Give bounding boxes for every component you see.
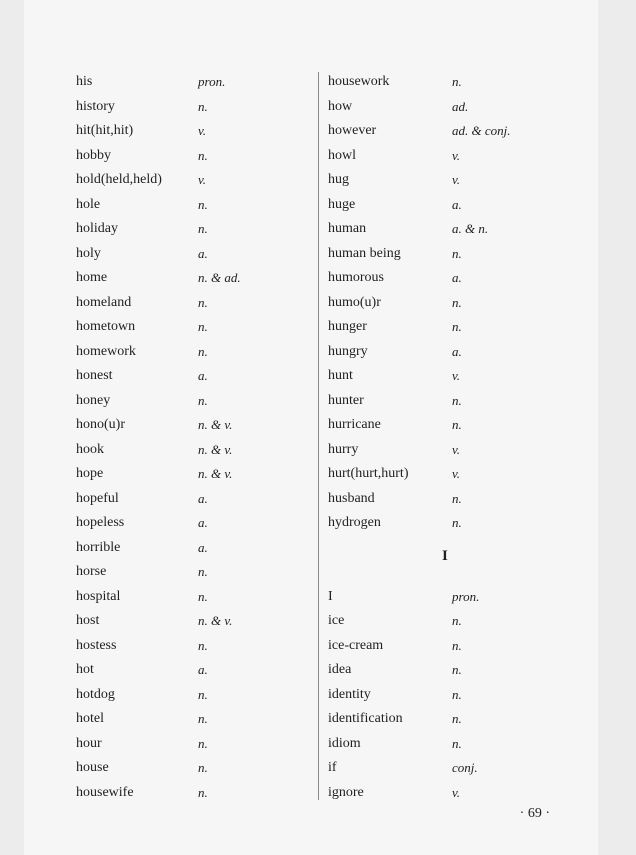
entry-part-of-speech: n.	[198, 760, 208, 775]
dictionary-entry	[328, 315, 558, 340]
entry-word: history	[76, 98, 115, 114]
entry-word: hurry	[328, 441, 359, 457]
right-column-h-entries	[328, 70, 558, 536]
entry-word: house	[76, 760, 109, 775]
section-letter: I	[442, 547, 448, 564]
entry-word: hunter	[328, 392, 364, 408]
entry-part-of-speech: n.	[198, 637, 208, 653]
dictionary-entry	[76, 560, 306, 585]
entry-word: howl	[328, 147, 356, 163]
entry-part-of-speech: v.	[452, 466, 461, 481]
entry-part-of-speech: v.	[198, 172, 207, 187]
entry-word: his	[76, 74, 93, 89]
dictionary-entry	[76, 340, 306, 365]
entry-part-of-speech: n.	[198, 564, 208, 579]
dictionary-entry	[328, 291, 558, 316]
entry-word: hurricane	[328, 417, 381, 432]
entry-word: hometown	[76, 319, 136, 334]
entry-word: hono(u)r	[76, 417, 125, 432]
dictionary-entry	[76, 707, 306, 732]
dictionary-entry	[328, 438, 558, 463]
entry-part-of-speech: n.	[452, 294, 462, 310]
entry-word: home	[76, 270, 108, 285]
dictionary-entry	[76, 144, 306, 169]
entry-word: homeland	[76, 294, 132, 310]
dictionary-entry	[76, 168, 306, 193]
entry-part-of-speech: v.	[452, 784, 461, 800]
dictionary-entry	[328, 781, 558, 806]
column-divider	[318, 72, 319, 800]
entry-part-of-speech: n.	[198, 343, 208, 359]
entry-word: hole	[76, 196, 101, 212]
entry-word: hope	[76, 466, 104, 481]
dictionary-entry	[328, 70, 558, 95]
dictionary-entry	[76, 364, 306, 389]
entry-part-of-speech: ad.	[452, 98, 469, 114]
entry-part-of-speech: n.	[452, 613, 462, 628]
entry-part-of-speech: a.	[198, 368, 208, 383]
entry-word: horse	[76, 564, 107, 579]
entry-part-of-speech: n.	[198, 98, 208, 114]
entry-word: hostess	[76, 637, 117, 653]
left-column	[76, 70, 306, 805]
entry-word: idea	[328, 662, 352, 677]
entry-part-of-speech: n.	[452, 637, 462, 653]
entry-word: human being	[328, 245, 401, 261]
dictionary-entry	[328, 144, 558, 169]
entry-part-of-speech: n. & v.	[198, 441, 233, 457]
dictionary-entry	[328, 732, 558, 757]
entry-word: housework	[328, 74, 390, 89]
entry-word: host	[76, 613, 100, 628]
entry-word: hour	[76, 735, 102, 751]
dictionary-entry	[76, 389, 306, 414]
entry-word: hot	[76, 662, 94, 677]
dictionary-entry	[328, 95, 558, 120]
entry-word: human	[328, 221, 367, 236]
entry-part-of-speech: n. & v.	[198, 417, 233, 432]
dictionary-entry	[328, 266, 558, 291]
entry-part-of-speech: n.	[198, 147, 208, 163]
dictionary-entry	[328, 487, 558, 512]
entry-part-of-speech: a.	[198, 245, 208, 261]
entry-word: identity	[328, 686, 371, 702]
entry-part-of-speech: conj.	[452, 760, 478, 775]
entry-part-of-speech: n. & v.	[198, 613, 233, 628]
dictionary-entry	[76, 266, 306, 291]
entry-part-of-speech: n.	[452, 686, 462, 702]
dictionary-entry	[76, 658, 306, 683]
entry-part-of-speech: n.	[198, 784, 208, 800]
entry-part-of-speech: v.	[452, 441, 461, 457]
entry-part-of-speech: n.	[452, 392, 462, 408]
dictionary-entry	[328, 634, 558, 659]
dictionary-entry	[76, 609, 306, 634]
dictionary-entry	[76, 242, 306, 267]
entry-word: hotdog	[76, 686, 115, 702]
dictionary-entry	[328, 511, 558, 536]
entry-word: housewife	[76, 784, 134, 800]
entry-part-of-speech: a.	[198, 515, 208, 530]
dictionary-entry	[328, 168, 558, 193]
entry-word: hit(hit,hit)	[76, 123, 134, 138]
dictionary-entry	[76, 585, 306, 610]
entry-word: hydrogen	[328, 515, 381, 530]
entry-part-of-speech: v.	[198, 123, 207, 138]
entry-part-of-speech: ad. & conj.	[452, 123, 511, 138]
entry-word: hold(held,held)	[76, 172, 162, 187]
dictionary-entry	[328, 217, 558, 242]
entry-part-of-speech: n.	[452, 515, 462, 530]
entry-part-of-speech: n.	[452, 417, 462, 432]
entry-part-of-speech: v.	[452, 368, 461, 383]
entry-part-of-speech: n.	[198, 392, 208, 408]
entry-part-of-speech: a.	[452, 196, 462, 212]
dictionary-entry	[328, 413, 558, 438]
entry-word: hopeful	[76, 490, 119, 506]
entry-word: hug	[328, 172, 349, 187]
entry-part-of-speech: n.	[198, 711, 208, 726]
entry-part-of-speech: a.	[198, 662, 208, 677]
dictionary-entry	[328, 389, 558, 414]
entry-word: I	[328, 588, 333, 604]
dictionary-entry	[328, 683, 558, 708]
entry-word: honest	[76, 368, 113, 383]
dictionary-entry	[76, 438, 306, 463]
entry-word: homework	[76, 343, 136, 359]
dictionary-entry	[76, 291, 306, 316]
dictionary-entry	[76, 462, 306, 487]
dictionary-entry	[76, 217, 306, 242]
entry-part-of-speech: a.	[452, 343, 462, 359]
section-heading	[328, 536, 558, 585]
entry-part-of-speech: a.	[452, 270, 462, 285]
dictionary-entry	[76, 634, 306, 659]
entry-word: honey	[76, 392, 111, 408]
entry-word: hungry	[328, 343, 368, 359]
dictionary-entry	[328, 658, 558, 683]
entry-word: humorous	[328, 270, 384, 285]
entry-part-of-speech: a.	[198, 539, 208, 555]
entry-word: hobby	[76, 147, 111, 163]
entry-word: hospital	[76, 588, 121, 604]
entry-part-of-speech: a.	[198, 490, 208, 506]
entry-part-of-speech: v.	[452, 172, 461, 187]
entry-part-of-speech: n.	[198, 221, 208, 236]
dictionary-entry	[328, 193, 558, 218]
entry-word: idiom	[328, 735, 361, 751]
entry-word: holiday	[76, 221, 118, 236]
entry-part-of-speech: n.	[198, 196, 208, 212]
entry-part-of-speech: pron.	[452, 588, 480, 604]
entry-part-of-speech: v.	[452, 147, 461, 163]
entry-part-of-speech: n.	[198, 294, 208, 310]
entry-word: hunger	[328, 319, 367, 334]
entry-part-of-speech: n.	[452, 74, 462, 89]
entry-part-of-speech: n.	[452, 711, 462, 726]
dictionary-entry	[328, 585, 558, 610]
right-column-i-entries	[328, 585, 558, 806]
right-column	[328, 70, 558, 805]
entry-part-of-speech: n.	[198, 319, 208, 334]
entry-word: hurt(hurt,hurt)	[328, 466, 409, 481]
dictionary-entry	[76, 70, 306, 95]
dictionary-entry	[76, 756, 306, 781]
entry-part-of-speech: n.	[452, 662, 462, 677]
entry-part-of-speech: n. & ad.	[198, 270, 241, 285]
dictionary-entry	[328, 242, 558, 267]
entry-word: however	[328, 123, 377, 138]
entry-word: ice-cream	[328, 637, 384, 653]
dictionary-entry	[76, 315, 306, 340]
entry-word: hotel	[76, 711, 104, 726]
entry-word: hunt	[328, 368, 353, 383]
dictionary-entry	[76, 536, 306, 561]
dictionary-entry	[76, 781, 306, 806]
entry-part-of-speech: pron.	[198, 74, 226, 89]
entry-part-of-speech: n.	[452, 735, 462, 751]
entry-part-of-speech: n.	[198, 735, 208, 751]
dictionary-entry	[76, 487, 306, 512]
dictionary-entry	[76, 732, 306, 757]
entry-part-of-speech: n.	[198, 686, 208, 702]
dictionary-entry	[76, 119, 306, 144]
entry-word: humo(u)r	[328, 294, 381, 310]
entry-part-of-speech: n.	[452, 245, 462, 261]
dictionary-entry	[76, 193, 306, 218]
entry-word: hook	[76, 441, 104, 457]
entry-word: ignore	[328, 784, 364, 800]
entry-part-of-speech: n.	[452, 490, 462, 506]
dictionary-entry	[328, 707, 558, 732]
page-number: · 69 ·	[519, 806, 550, 821]
dictionary-entry	[328, 756, 558, 781]
dictionary-entry	[328, 340, 558, 365]
entry-word: holy	[76, 245, 101, 261]
dictionary-entry	[328, 119, 558, 144]
entry-part-of-speech: a. & n.	[452, 221, 489, 236]
entry-part-of-speech: n.	[452, 319, 462, 334]
entry-word: horrible	[76, 539, 121, 555]
dictionary-entry	[328, 462, 558, 487]
dictionary-entry	[328, 609, 558, 634]
dictionary-entry	[328, 364, 558, 389]
dictionary-entry	[76, 511, 306, 536]
dictionary-entry	[76, 413, 306, 438]
entry-word: how	[328, 98, 353, 114]
entry-word: if	[328, 760, 337, 775]
entry-word: ice	[328, 613, 345, 628]
entry-word: husband	[328, 490, 375, 506]
entry-word: identification	[328, 711, 403, 726]
dictionary-entry	[76, 95, 306, 120]
dictionary-entry	[76, 683, 306, 708]
entry-word: hopeless	[76, 515, 125, 530]
entry-part-of-speech: n.	[198, 588, 208, 604]
entry-part-of-speech: n. & v.	[198, 466, 233, 481]
entry-word: huge	[328, 196, 356, 212]
